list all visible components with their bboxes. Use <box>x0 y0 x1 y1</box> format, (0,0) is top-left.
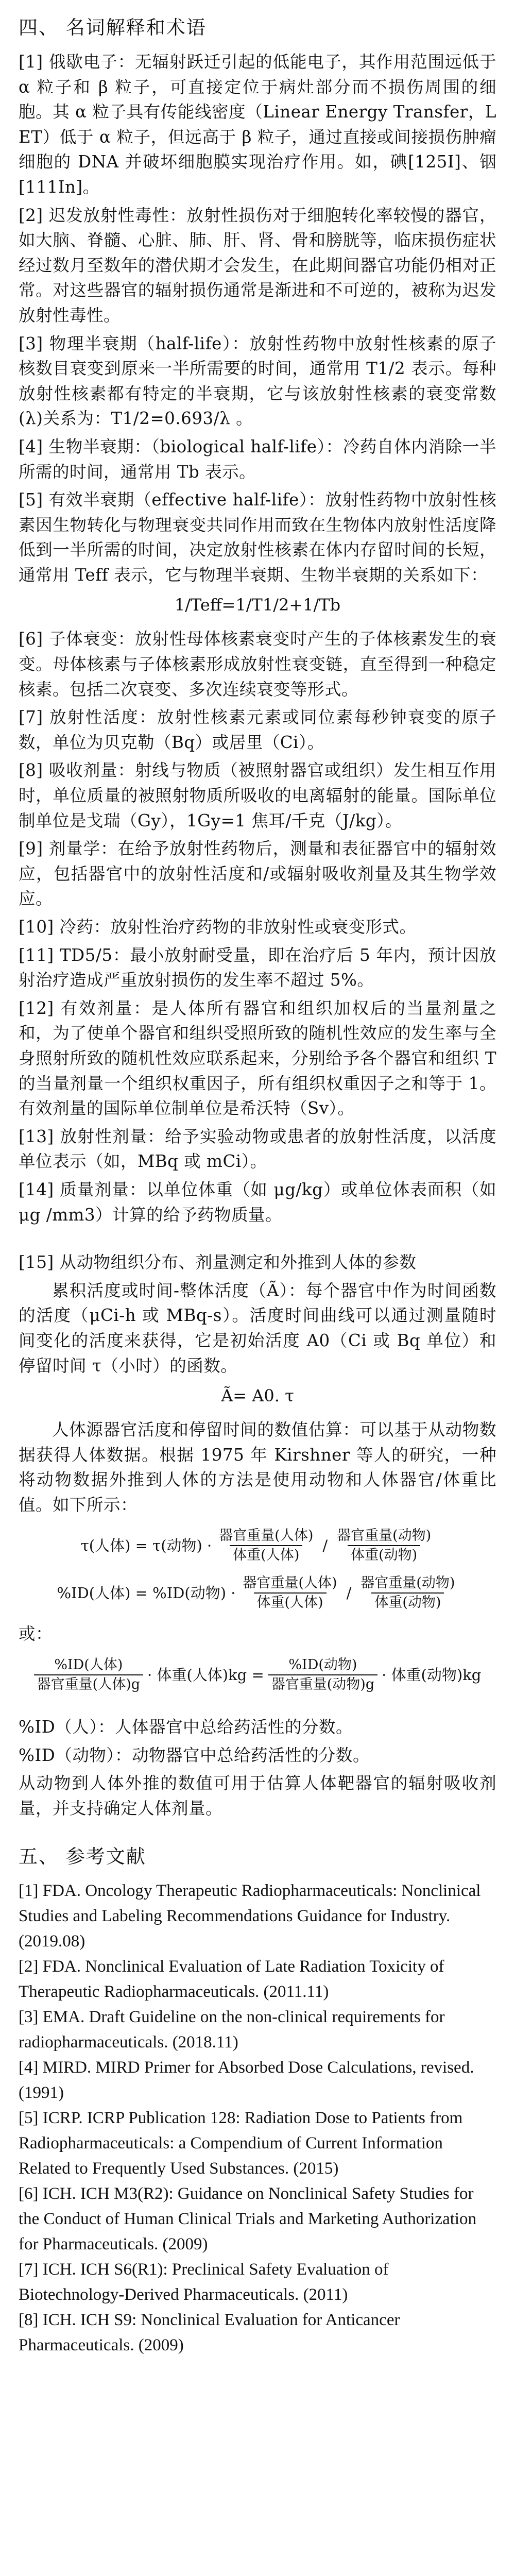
reference-1: [1] FDA. Oncology Therapeutic Radiopharmaceuticals: Nonclinical Studies and Labeling Recommendations Guidance for Industry. (2019.08) <box>19 1882 481 1951</box>
term-1: [1] 俄歇电子：无辐射跃迁引起的低能电子，其作用范围远低于 α 粒子和 β 粒子，可直接定位于病灶部分而不损伤周围的细胞。其 α 粒子具有传能线密度（Linear Energy Transfer，LET）低于 α 粒子，但远高于 β 粒子，通过直接或间接损伤肿瘤细胞的 DNA 并破坏细胞膜实现治疗作用。如，碘[125I]、铟[111In]。 <box>19 52 496 197</box>
section-5-title: 五、 参考文献 <box>19 1845 146 1868</box>
term-9: [9] 剂量学：在给予放射性药物后，测量和表征器官中的辐射效应，包括器官中的放射性活度和/或辐射吸收剂量及其生物学效应。 <box>19 839 496 909</box>
fraction-numerator: 器官重量(人体) <box>219 1528 314 1544</box>
term-11: [11] TD5/5：最小放射耐受量，即在治疗后 5 年内，预计因放射治疗造成严重放射损伤的发生率不超过 5%。 <box>19 945 496 990</box>
fraction-numerator: 器官重量(人体) <box>243 1575 337 1591</box>
reference-5: [5] ICRP. ICRP Publication 128: Radiation Dose to Patients from Radiopharmaceuticals: a Compendium of Current Information Related to Frequently Used Substances. (2015) <box>19 2109 463 2178</box>
tau-fraction-human <box>216 1527 316 1565</box>
fraction-denominator: 器官重量(人体)g <box>34 1674 143 1694</box>
fraction-denominator: 体重(动物) <box>371 1592 444 1612</box>
cumulated-activity-formula: Ã= A0. τ <box>221 1386 294 1406</box>
id2-middle-term-1: · 体重(人体)kg = <box>147 1666 264 1684</box>
note-id-animal: %ID（动物）：动物器官中总给药活性的分数。 <box>19 1745 370 1765</box>
tau-formula-lhs: τ(人体) = τ(动物) · <box>80 1537 212 1555</box>
tau-formula <box>19 1527 496 1565</box>
term-10: [10] 冷药：放射性治疗药物的非放射性或衰变形式。 <box>19 917 417 937</box>
fraction-numerator: %ID(人体) <box>54 1657 123 1673</box>
division-operator: / <box>346 1584 352 1602</box>
term-3: [3] 物理半衰期（half-life）：放射性药物中放射性核素的原子核数目衰变到原来一半所需要的时间，通常用 T1/2 表示。每种放射性核素都有特定的半衰期，它与该放射性核素的衰变常数(λ)关系为：T1/2=0.693/λ 。 <box>19 333 496 429</box>
term-15-heading: [15] 从动物组织分布、剂量测定和外推到人体的参数 <box>19 1252 417 1273</box>
note-id-human: %ID（人）：人体器官中总给药活性的分数。 <box>19 1717 353 1737</box>
term-7: [7] 放射性活度：放射性核素元素或同位素每秒钟衰变的原子数，单位为贝克勒（Bq）或居里（Ci）。 <box>19 707 496 752</box>
spacer <box>19 1703 496 1715</box>
id-fraction-animal <box>357 1574 458 1612</box>
reference-4: [4] MIRD. MIRD Primer for Absorbed Dose Calculations, revised. (1991) <box>19 2058 474 2103</box>
term-2: [2] 迟发放射性毒性：放射性损伤对于细胞转化率较慢的器官，如大脑、脊髓、心脏、肺、肝、肾、骨和膀胱等，临床损伤症状经过数月至数年的潜伏期才会发生，在此期间器官功能仍相对正常。对这些器官的辐射损伤通常是渐进和不可逆的，被称为迟发放射性毒性。 <box>19 205 496 325</box>
term-8: [8] 吸收剂量：射线与物质（被照射器官或组织）发生相互作用时，单位质量的被照射物质所吸收的电离辐射的能量。国际单位制单位是戈瑞（Gy），1Gy=1 焦耳/千克（J/kg）。 <box>19 760 496 831</box>
term-14: [14] 质量剂量：以单位体重（如 μg/kg）或单位体表面积（如 μg /mm3）计算的给予药物质量。 <box>19 1179 496 1225</box>
fraction-numerator: 器官重量(动物) <box>360 1575 455 1591</box>
id-formula-2 <box>19 1656 496 1694</box>
term-6: [6] 子体衰变：放射性母体核素衰变时产生的子体核素发生的衰变。母体核素与子体核素形成放射性衰变链，直至得到一种稳定核素。包括二次衰变、多次连续衰变等形式。 <box>19 629 496 699</box>
term-5: [5] 有效半衰期（effective half-life）：放射性药物中放射性核素因生物转化与物理衰变共同作用而致在生物体内放射性活度降低到一半所需的时间，决定放射性核素在体内存留时间的长短，通常用 Teff 表示，它与物理半衰期、生物半衰期的关系如下： <box>19 490 496 585</box>
reference-7: [7] ICH. ICH S6(R1): Preclinical Safety Evaluation of Biotechnology-Derived Pharmaceuticals. (2011) <box>19 2260 389 2304</box>
reference-2: [2] FDA. Nonclinical Evaluation of Late Radiation Toxicity of Therapeutic Radiopharmaceuticals. (2011.11) <box>19 1957 444 2002</box>
reference-3: [3] EMA. Draft Guideline on the non-clinical requirements for radiopharmaceuticals. (2018.11) <box>19 2008 445 2052</box>
note-extrapolation: 从动物到人体外推的数值可用于估算人体靶器官的辐射吸收剂量，并支持确定人体剂量。 <box>19 1773 496 1818</box>
term-15-paragraph-1: 累积活度或时间-整体活度（Ã）：每个器官中作为时间函数的活度（μCi-h 或 MBq-s）。活度时间曲线可以通过测量随时间变化的活度来获得，它是初始活度 A0（Ci 或 Bq 单位）和停留时间 τ（小时）的函数。 <box>19 1280 496 1376</box>
id2-middle-term-2: · 体重(动物)kg <box>382 1666 482 1684</box>
fraction-denominator: 体重(动物) <box>348 1545 420 1565</box>
term-4: [4] 生物半衰期：（biological half-life）：冷药自体内消除一半所需的时间，通常用 Tb 表示。 <box>19 436 496 482</box>
reference-6: [6] ICH. ICH M3(R2): Guidance on Nonclinical Safety Studies for the Conduct of Human Clinical Trials and Marketing Authorization for Pharmaceuticals. (2009) <box>19 2184 477 2254</box>
term-12: [12] 有效剂量：是人体所有器官和组织加权后的当量剂量之和，为了使单个器官和组织受照所致的随机性效应的发生率与全身照射所致的随机性效应联系起来，分别给予各个器官和组织 T 的当量剂量一个组织权重因子，所有组织权重因子之和等于 1。有效剂量的国际单位制单位是希沃特（Sv）。 <box>19 998 496 1118</box>
division-operator: / <box>322 1537 328 1555</box>
fraction-numerator: %ID(动物) <box>288 1657 357 1673</box>
fraction-denominator: 体重(人体) <box>230 1545 302 1565</box>
id-formula-1 <box>19 1574 496 1612</box>
fraction-denominator: 体重(人体) <box>254 1592 327 1612</box>
fraction-denominator: 器官重量(动物)g <box>268 1674 377 1694</box>
or-label: 或： <box>19 1624 53 1644</box>
term-15-paragraph-2: 人体源器官活度和停留时间的数值估算：可以基于从动物数据获得人体数据。根据 1975 年 Kirshner 等人的研究，一种将动物数据外推到人体的方法是使用动物和人体器官/体重比值。如下所示： <box>19 1420 496 1515</box>
id-formula-lhs: %ID(人体) = %ID(动物) · <box>57 1584 236 1602</box>
fraction-numerator: 器官重量(动物) <box>337 1528 432 1544</box>
id-fraction-human <box>240 1574 340 1612</box>
reference-8: [8] ICH. ICH S9: Nonclinical Evaluation for Anticancer Pharmaceuticals. (2009) <box>19 2311 400 2355</box>
id2-fraction-animal <box>268 1656 377 1694</box>
tau-fraction-animal <box>334 1527 434 1565</box>
section-4-title: 四、 名词解释和术语 <box>19 16 207 39</box>
spacer <box>19 1230 496 1250</box>
term-13: [13] 放射性剂量：给予实验动物或患者的放射性活度，以活度单位表示（如，MBq 或 mCi）。 <box>19 1126 496 1172</box>
teff-formula: 1/Teff=1/T1/2+1/Tb <box>174 595 341 615</box>
id2-fraction-human <box>34 1656 143 1694</box>
